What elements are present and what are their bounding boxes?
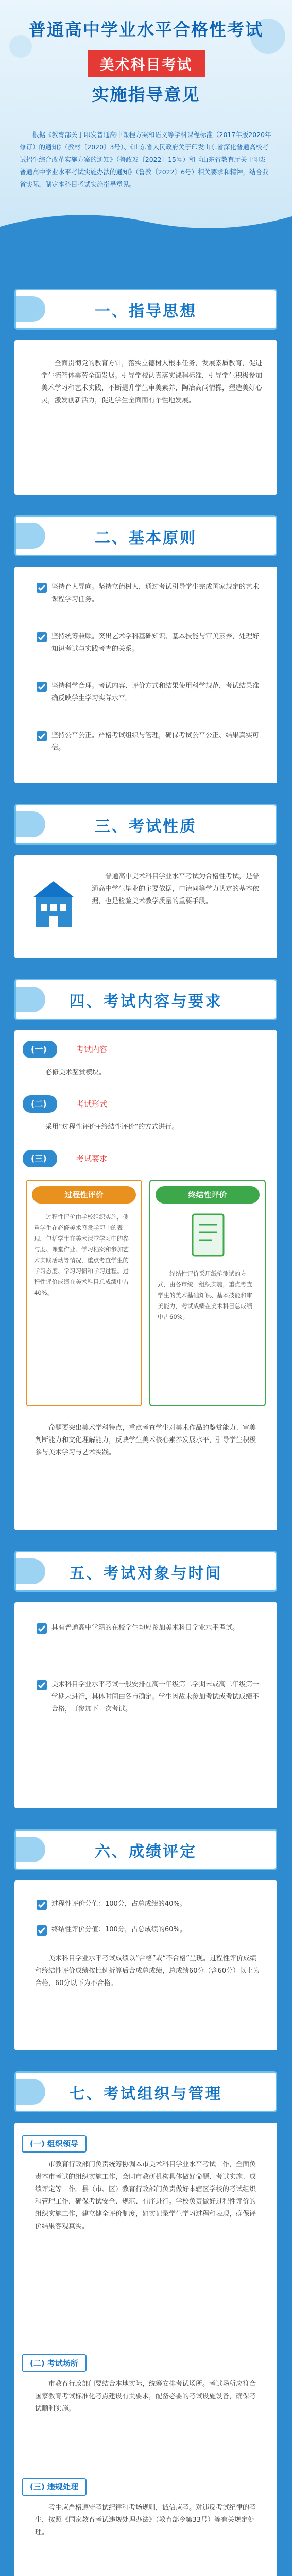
check-icon xyxy=(36,731,47,742)
content-text: 采用“过程性评价+终结性评价”的方式进行。 xyxy=(45,1123,179,1131)
section-heading-6 xyxy=(14,1829,277,1870)
card-final xyxy=(149,1180,266,1406)
check-icon xyxy=(36,632,47,643)
sub-label: 考试形式 xyxy=(76,1099,108,1109)
list-item: 美术科目学业水平考试一般安排在高一年级第二学期末或高二年级第一学期末进行，具体时间由各市确定。学生因故未参加考试或考试成绩不合格，可参加下一次考试。 xyxy=(51,1681,260,1713)
section-panel-7 xyxy=(14,2123,277,2576)
check-icon xyxy=(36,1623,47,1634)
sub-number: (二) xyxy=(23,1095,57,1113)
list-item: 过程性评价分值：100分，占总成绩的40%。 xyxy=(51,1900,186,1908)
section-heading-5 xyxy=(14,1551,277,1592)
section-heading-4 xyxy=(14,979,277,1020)
subject-banner: 美术科目考试 xyxy=(87,50,204,77)
content-text: 考生应严格遵守考试纪律和考场规则，诚信应考。对违反考试纪律的考生，按照《国家教育考试违规处理办法》（教育部令第33号）等有关规定处理。 xyxy=(35,2504,256,2536)
list-item: 坚持统筹兼顾。突出艺术学科基础知识、基本技能与审美素养，处理好知识考试与实践考查的关系。 xyxy=(51,633,260,653)
card-process xyxy=(26,1180,142,1406)
section-title: 六、成绩评定 xyxy=(95,1843,197,1861)
list-item: 具有普通高中学籍的在校学生均应参加美术科目学业水平考试。 xyxy=(51,1624,239,1632)
section-heading-7 xyxy=(14,2071,277,2112)
card-title: 过程性评价 xyxy=(32,1186,136,1204)
sub-heading: (二) 考试场所 xyxy=(22,2354,87,2372)
list-item: 坚持科学合理。考试内容、评价方式和结果使用科学规范，考试结果准确反映学生学习实际水平。 xyxy=(51,682,260,702)
section-title: 五、考试对象与时间 xyxy=(69,1565,222,1583)
check-icon xyxy=(36,1680,47,1691)
section-panel-5 xyxy=(14,1602,277,1808)
building-icon xyxy=(28,876,79,933)
section-heading-1 xyxy=(14,289,277,330)
section-panel-2 xyxy=(14,567,277,783)
card-title: 终结性评价 xyxy=(156,1186,260,1204)
check-icon xyxy=(36,1899,47,1910)
card-text: 过程性评价由学校组织实施，侧重学生在必修美术鉴赏学习中的表现，包括学生在美术课堂学习中的参与度、课堂作业、学习档案和参加艺术实践活动等情况，重点考查学生的学习态度、学习习惯和学习过程。过程性评价成绩在美术科目总成绩中占40%。 xyxy=(34,1213,129,1296)
section-heading-3 xyxy=(14,804,277,845)
nature-text: 普通高中美术科目学业水平考试为合格性考试，是普通高中学生毕业的主要依据，申请同等学力认定的基本依据，也是检验美术教学质量的重要手段。 xyxy=(92,873,260,905)
section-title: 三、考试性质 xyxy=(95,818,197,836)
check-icon xyxy=(36,582,47,594)
section-title: 二、基本原则 xyxy=(95,529,197,547)
content-text: 市教育行政部门要结合本地实际，统筹安排考试场所。考试场所应符合国家教育考试标准化考点建设有关要求，配备必要的考试设施设备，确保考试顺利实施。 xyxy=(35,2380,256,2413)
header xyxy=(0,0,292,268)
section-panel-4 xyxy=(14,1030,277,1530)
content-text: 美术科目学业水平考试成绩以“合格”或“不合格”呈现。过程性评价成绩和终结性评价成绩按比例折算后合成总成绩，总成绩60分（含60分）以上为合格，60分以下为不合格。 xyxy=(35,1955,260,1987)
content-text: 必修美术鉴赏模块。 xyxy=(45,1069,106,1076)
sub-number: (一) xyxy=(23,1041,57,1058)
card-text: 终结性评价采用纸笔测试的方式，由各市统一组织实施，重点考查学生的美术基础知识、基本技能和审美能力，考试成绩在美术科目总成绩中占60%。 xyxy=(158,1270,252,1320)
list-item: 坚持育人导向。坚持立德树人，通过考试引导学生完成国家规定的艺术课程学习任务。 xyxy=(51,583,260,603)
list-item: 坚持公平公正。严格考试组织与管理，确保考试公平公正、结果真实可信。 xyxy=(51,732,260,752)
section-panel-6 xyxy=(14,1880,277,2050)
section-title: 七、考试组织与管理 xyxy=(69,2085,222,2103)
sub-heading: (一) 组织领导 xyxy=(22,2135,87,2153)
section-title: 四、考试内容与要求 xyxy=(69,993,222,1011)
sub-heading: (三) 违规处理 xyxy=(22,2478,87,2496)
list-item: 终结性评价分值：100分，占总成绩的60%。 xyxy=(51,1926,186,1934)
content-text: 命题要突出美术学科特点，重点考查学生对美术作品的鉴赏能力、审美判断能力和文化理解能力，反映学生美术核心素养发展水平，引导学生积极参与美术学习与艺术实践。 xyxy=(35,1424,256,1456)
check-icon xyxy=(36,681,47,692)
preface-text: 根据《教育部关于印发普通高中课程方案和语文等学科课程标准（2017年版2020年修订）的通知》（教材〔2020〕3号）、《山东省人民政府关于印发山东省深化普通高校考试招生综合改革实施方案的通知》（鲁政发〔2022〕15号）和《山东省教育厅关于印发普通高中学业水平考试实施办法的通知》（鲁教〔2022〕6号）相关要求和精神，结合我省实际，制定本科目考试实施指导意见。 xyxy=(20,131,271,188)
check-icon xyxy=(36,1925,47,1936)
sub-label: 考试要求 xyxy=(76,1154,108,1163)
sub-number: (三) xyxy=(23,1150,57,1167)
doc-title: 实施指导意见 xyxy=(92,84,200,105)
section-panel-1 xyxy=(14,340,277,495)
content-text: 市教育行政部门负责统筹协调本市美术科目学业水平考试工作，全面负责本市考试的组织实施工作，会同市教研机构具体做好命题、考试实施、成绩评定等工作。县（市、区）教育行政部门负责做好本辖区学校的考试组织和管理工作，确保考试安全、规范、有序进行。学校负责做好过程性评价的组织实施工作，建立健全评价制度，如实记录学生学习过程和表现，确保评价结果客观真实。 xyxy=(35,2161,256,2230)
section-title: 一、指导思想 xyxy=(95,302,197,320)
document-icon xyxy=(182,1212,234,1258)
guiding-text: 全面贯彻党的教育方针，落实立德树人根本任务，发展素质教育，促进学生德智体美劳全面发展。引导学校认真落实课程标准，引导学生积极参加美术学习和艺术实践，不断提升学生审美素养，陶冶高尚情操，塑造美好心灵，激发创新活力，促进学生全面而有个性地发展。 xyxy=(41,360,263,404)
section-heading-2 xyxy=(14,515,277,556)
sub-label: 考试内容 xyxy=(76,1045,108,1054)
page-title: 普通高中学业水平合格性考试 xyxy=(29,20,263,40)
section-panel-3 xyxy=(14,855,277,958)
